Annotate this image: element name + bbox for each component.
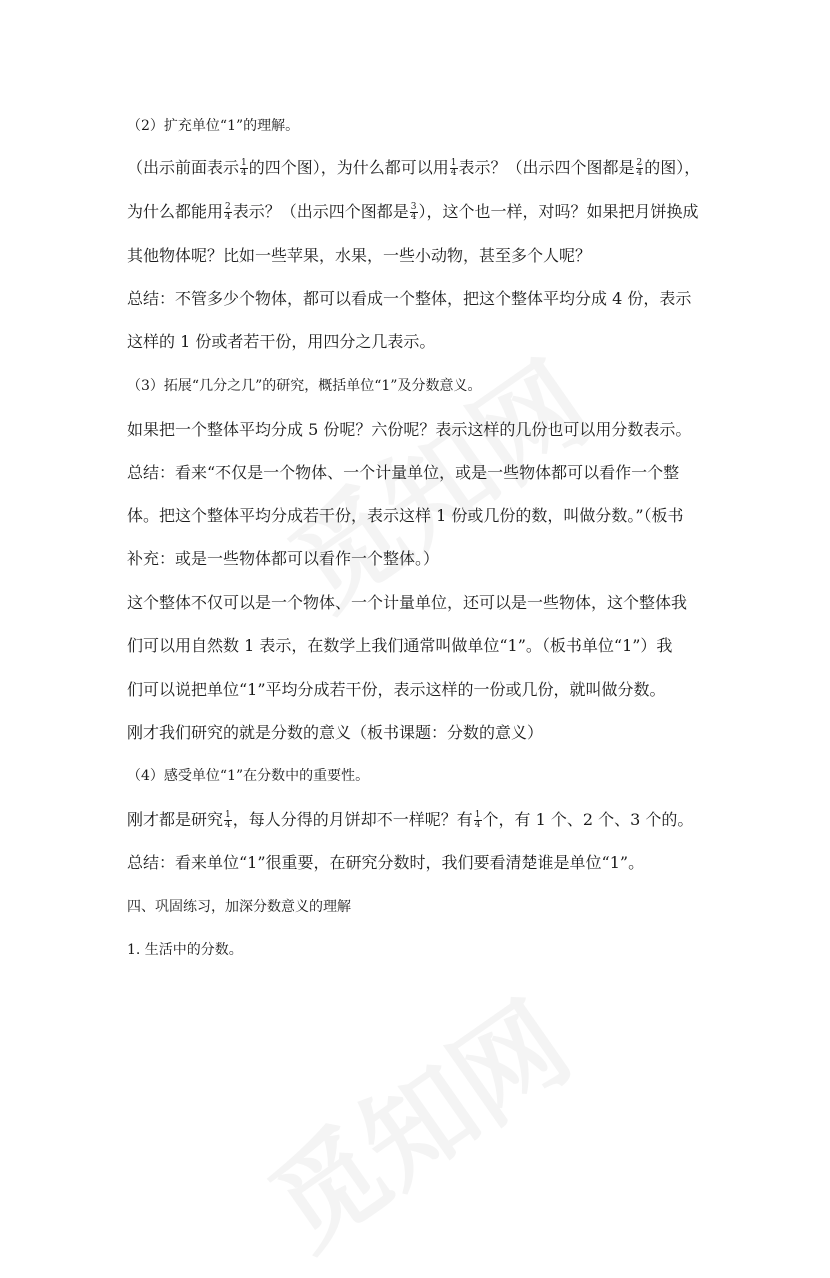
paragraph-line: 总结：不管多少个物体，都可以看成一个整体，把这个整体平均分成 4 份，表示 bbox=[127, 289, 692, 308]
subsection-heading: （2）扩充单位“1”的理解。 bbox=[127, 118, 300, 134]
paragraph-line: 总结：看来单位“1”很重要，在研究分数时，我们要看清楚谁是单位“1”。 bbox=[127, 853, 645, 872]
paragraph-line: 如果把一个整体平均分成 5 份呢？六份呢？表示这样的几份也可以用分数表示。 bbox=[127, 420, 692, 439]
paragraph-line: 这样的 1 份或者若干份，用四分之几表示。 bbox=[127, 332, 436, 351]
fraction: $\frac{2}{4}$ bbox=[636, 158, 643, 178]
subsection-heading: （3）拓展“几分之几”的研究，概括单位“1”及分数意义。 bbox=[127, 378, 482, 394]
fraction: $\frac{2}{4}$ bbox=[225, 202, 231, 222]
paragraph-line: 其他物体呢？比如一些苹果，水果，一些小动物，甚至多个人呢？ bbox=[127, 246, 592, 265]
fraction: $\frac{1}{4}$ bbox=[225, 810, 231, 830]
paragraph-line: 补充：或是一些物体都可以看作一个整体。） bbox=[127, 549, 440, 568]
paragraph-line: 刚才我们研究的就是分数的意义（板书课题：分数的意义） bbox=[127, 723, 544, 742]
fraction: $\frac{1}{4}$ bbox=[450, 158, 457, 178]
paragraph-line: 总结：看来“不仅是一个物体、一个计量单位，或是一些物体都可以看作一个整 bbox=[127, 463, 680, 482]
paragraph-line: 为什么都能用 $\frac{2}{4}$ 表示？（出示四个图都是 $\frac{3}{4}$ ），这个也一样，对吗？如果把月饼换成 bbox=[127, 202, 699, 222]
paragraph-line: 体。把这个整体平均分成若干份，表示这样 1 份或几份的数，叫做分数。”（板书 bbox=[127, 506, 684, 525]
paragraph-line: （出示前面表示 $\frac{1}{4}$ 的四个图），为什么都可以用 $\frac{1}{4}$ 表示？（出示四个图都是 $\frac{2}{4}$ 的图）， bbox=[127, 158, 701, 178]
paragraph-line: 们可以用自然数 1 表示，在数学上我们通常叫做单位“1”。（板书单位“1”）我 bbox=[127, 636, 673, 655]
exercise-heading: 1. 生活中的分数。 bbox=[127, 942, 243, 958]
paragraph-line: 刚才都是研究 $\frac{1}{4}$ ，每人分得的月饼却不一样呢？有 $\frac{1}{4}$ 个，有 1 个、2 个、3 个的。 bbox=[127, 810, 694, 830]
fraction: $\frac{1}{4}$ bbox=[474, 810, 481, 830]
paragraph-line: 这个整体不仅可以是一个物体、一个计量单位，还可以是一些物体，这个整体我 bbox=[127, 593, 688, 612]
fraction: $\frac{3}{4}$ bbox=[410, 202, 417, 222]
watermark bbox=[235, 960, 596, 1278]
paragraph-line: 们可以说把单位“1”平均分成若干份，表示这样的一份或几份，就叫做分数。 bbox=[127, 680, 666, 699]
subsection-heading: （4）感受单位“1”在分数中的重要性。 bbox=[127, 768, 370, 784]
fraction: $\frac{1}{4}$ bbox=[241, 158, 247, 178]
section-heading: 四、巩固练习，加深分数意义的理解 bbox=[127, 899, 351, 915]
